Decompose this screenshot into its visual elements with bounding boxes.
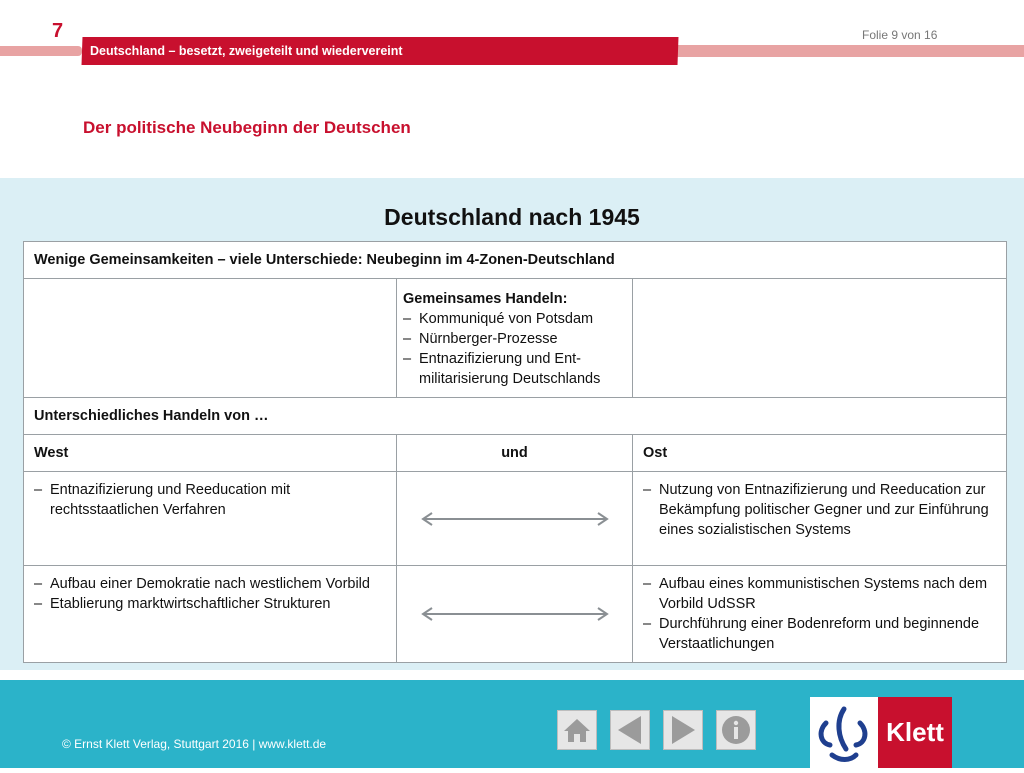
table-row <box>24 566 1007 663</box>
column-header-east: Ost <box>633 435 1007 472</box>
info-button[interactable] <box>716 710 756 750</box>
next-button[interactable] <box>663 710 703 750</box>
slide-subtitle: Der politische Neubeginn der Deutschen <box>83 118 411 137</box>
header-stripe-left <box>0 46 82 56</box>
list-item: – Etablierung marktwirtschaftlicher Strukturen <box>34 594 386 614</box>
table-row-common <box>24 279 1007 398</box>
east-cell <box>633 472 1007 566</box>
slide-title: Deutschland nach 1945 <box>384 204 640 230</box>
differences-heading: Unterschiedliches Handeln von … <box>24 398 1007 435</box>
chapter-number: 7 <box>52 20 64 42</box>
column-header-west: West <box>24 435 397 472</box>
table-row-differences <box>24 398 1007 435</box>
list-item: – Entnazifizierung und Reeducation mit rechtsstaatlichen Verfahren <box>34 480 386 520</box>
list-item: – Aufbau eines kommunistischen Systems nach dem Vorbild UdSSR <box>643 574 996 614</box>
home-button[interactable] <box>557 710 597 750</box>
klett-logo-text: Klett <box>878 697 952 768</box>
table-row-columns <box>24 435 1007 472</box>
double-arrow-cell <box>397 566 633 663</box>
empty-cell-right <box>633 279 1007 398</box>
intro-cell: Wenige Gemeinsamkeiten – viele Unterschiede: Neubeginn im 4-Zonen-Deutschland <box>24 242 1007 279</box>
common-cell <box>397 279 633 398</box>
previous-icon <box>611 711 649 749</box>
table-row-intro <box>24 242 1007 279</box>
previous-button[interactable] <box>610 710 650 750</box>
list-item: – Nürnberger-Prozesse <box>403 329 630 349</box>
header-stripe-right <box>676 45 1024 57</box>
next-icon <box>664 711 702 749</box>
comparison-table <box>23 241 1007 663</box>
empty-cell-left <box>24 279 397 398</box>
double-arrow-cell <box>397 472 633 566</box>
list-item: – Durchführung einer Bodenreform und beginnende Verstaatlichungen <box>643 614 996 654</box>
table-row <box>24 472 1007 566</box>
column-header-and: und <box>397 435 633 472</box>
list-item: – Aufbau einer Demokratie nach westlichem Vorbild <box>34 574 386 594</box>
info-icon <box>717 711 755 749</box>
west-cell <box>24 566 397 663</box>
common-list <box>403 309 630 389</box>
home-icon <box>558 711 596 749</box>
double-arrow-icon <box>420 512 610 526</box>
klett-emblem-icon <box>810 697 878 768</box>
copyright-text: © Ernst Klett Verlag, Stuttgart 2016 | www.klett.de <box>62 737 327 751</box>
list-item: – Kommuniqué von Potsdam <box>403 309 630 329</box>
list-item: – Entnazifizierung und Ent-militarisierung Deutschlands <box>403 349 630 389</box>
list-item: – Nutzung von Entnazifizierung und Reeducation zur Bekämpfung politischer Gegner und zur Einführung eines sozialistischen Systems <box>643 480 996 540</box>
common-heading: Gemeinsames Handeln: <box>403 291 568 307</box>
west-cell <box>24 472 397 566</box>
double-arrow-icon <box>420 607 610 621</box>
slide-counter: Folie 9 von 16 <box>862 28 938 42</box>
east-cell <box>633 566 1007 663</box>
chapter-banner-text: Deutschland – besetzt, zweigeteilt und wiedervereint <box>90 44 403 58</box>
